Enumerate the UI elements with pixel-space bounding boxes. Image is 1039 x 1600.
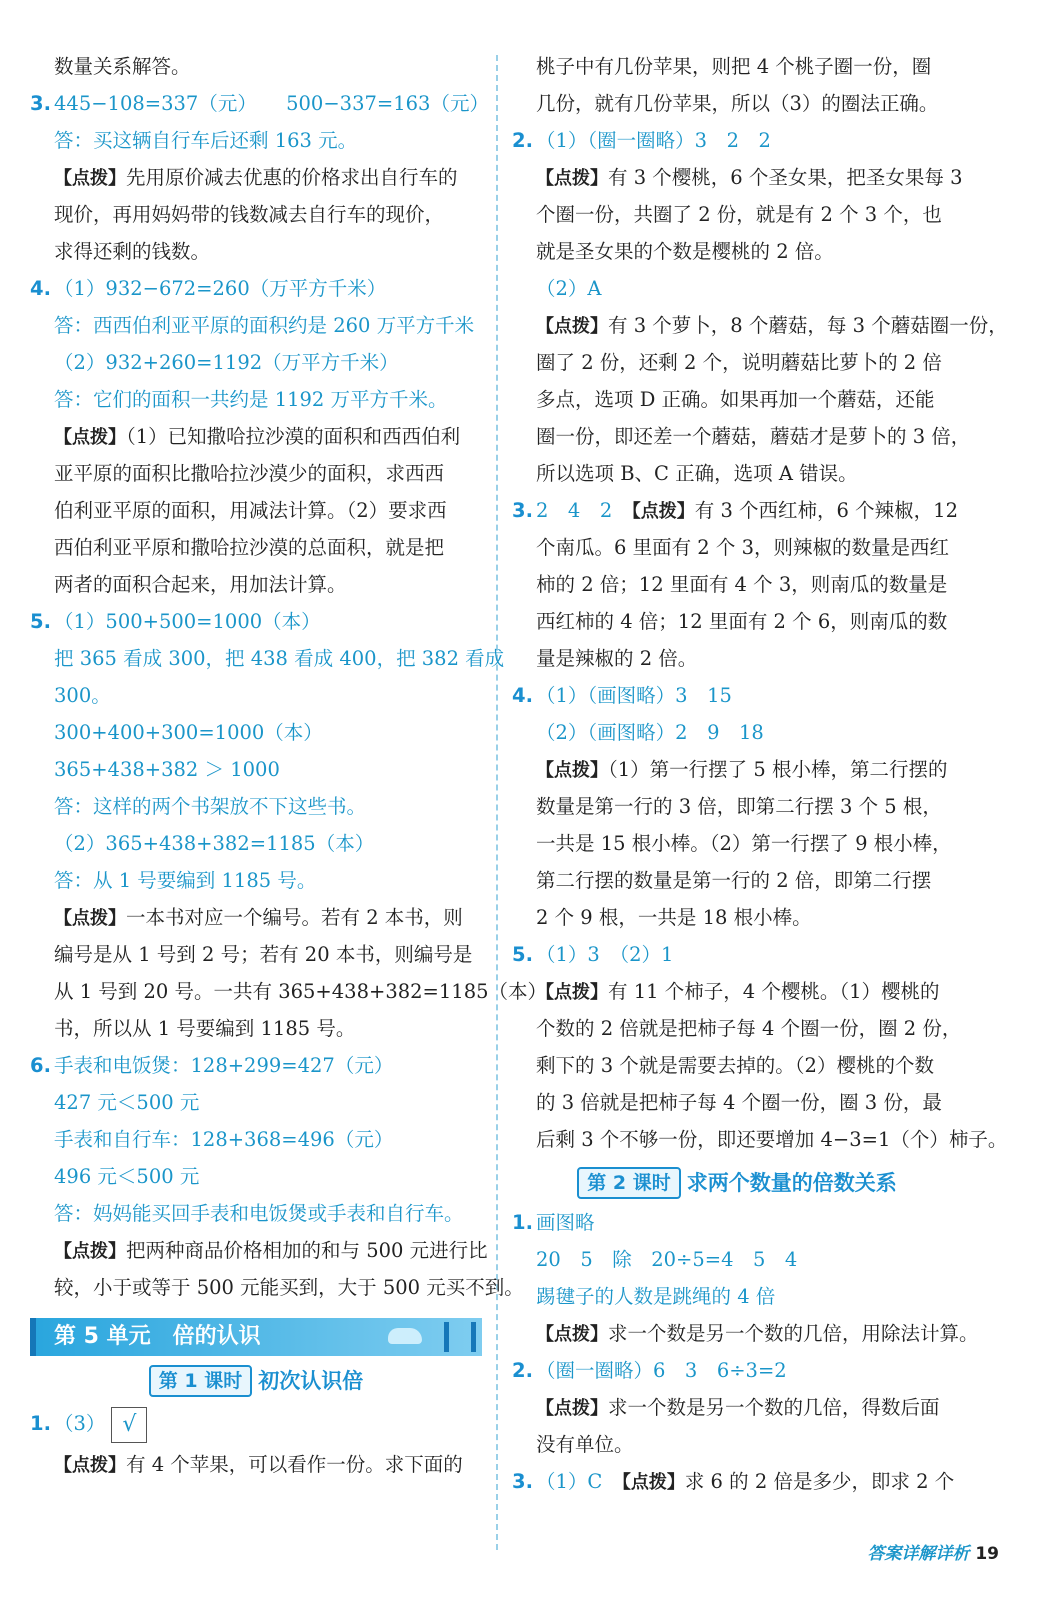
q6-part1: 6. 手表和电饭煲：128+299=427（元） xyxy=(30,1054,394,1077)
text-line: 把 365 看成 300，把 438 看成 400，把 382 看成 xyxy=(54,647,505,670)
text-line: 数量关系解答。 xyxy=(54,55,191,78)
text-line: 两者的面积合起来，用加法计算。 xyxy=(54,573,347,596)
text-line: 亚平原的面积比撒哈拉沙漠少的面积，求西西 xyxy=(54,462,445,485)
text-line: 量是辣椒的 2 倍。 xyxy=(536,647,698,670)
s2-tip: 【点拨】求一个数是另一个数的几倍，得数后面 xyxy=(536,1396,940,1419)
s1-part1: 1. 画图略 xyxy=(512,1211,595,1234)
q3-answer: 3. 2 4 2 【点拨】有 3 个西红柿，6 个辣椒，12 xyxy=(512,499,958,522)
text-line: 后剩 3 个不够一份，即还要增加 4−3=1（个）柿子。 xyxy=(536,1128,1008,1151)
text-line: 2 个 9 根，一共是 18 根小棒。 xyxy=(536,906,812,929)
q4-tip: 【点拨】（1）已知撒哈拉沙漠的面积和西西伯利 xyxy=(54,425,461,448)
text-line: 求得还剩的钱数。 xyxy=(54,240,211,263)
text-line: 第二行摆的数量是第一行的 2 倍，即第二行摆 xyxy=(536,869,932,892)
text-line: 编号是从 1 号到 2 号；若有 20 本书，则编号是 xyxy=(54,943,473,966)
q5-part1: 5. （1）500+500=1000（本） xyxy=(30,610,321,633)
lesson-tag: 第 1 课时 xyxy=(149,1365,252,1397)
q2-tip: 【点拨】有 3 个樱桃，6 个圣女果，把圣女果每 3 xyxy=(536,166,963,189)
q2-tip2: 【点拨】有 3 个萝卜，8 个蘑菇，每 3 个蘑菇圈一份， xyxy=(536,314,1008,337)
text-line: 数量是第一行的 3 倍，即第二行摆 3 个 5 根， xyxy=(536,795,942,818)
text-line: 20 5 除 20÷5=4 5 4 xyxy=(536,1248,798,1271)
text-line: 个圈一份，共圈了 2 份，就是有 2 个 3 个，也 xyxy=(536,203,942,226)
left-column xyxy=(30,48,548,1483)
text-line: 圈了 2 份，还剩 2 个，说明蘑菇比萝卜的 2 倍 xyxy=(536,351,942,374)
q3-answer: 答：买这辆自行车后还剩 163 元。 xyxy=(54,129,358,152)
q4-answer2: 答：它们的面积一共约是 1192 万平方千米。 xyxy=(54,388,448,411)
page-number: 19 xyxy=(975,1544,999,1564)
q4-answer1: 答：西西伯利亚平原的面积约是 260 万平方千米 xyxy=(54,314,475,337)
text-line: 柿的 2 倍；12 里面有 4 个 3，则南瓜的数量是 xyxy=(536,573,948,596)
text-line: 现价，再用妈妈带的钱数减去自行车的现价， xyxy=(54,203,445,226)
car-icon xyxy=(388,1328,422,1344)
lesson-heading xyxy=(512,1164,962,1200)
lesson-tag: 第 2 课时 xyxy=(577,1167,680,1199)
q5-part2: （2）365+438+382=1185（本） xyxy=(54,832,375,855)
q5-answer: 5. （1）3 （2）1 xyxy=(512,943,674,966)
q4-part2: （2）（画图略）2 9 18 xyxy=(536,721,764,744)
s1-answer: 1. （3） √ xyxy=(30,1402,482,1446)
lesson-title: 求两个数量的倍数关系 xyxy=(686,1171,897,1195)
text-line: 300。 xyxy=(54,684,111,707)
text-line: 剩下的 3 个就是需要去掉的。（2）樱桃的个数 xyxy=(536,1054,934,1077)
text-line: 没有单位。 xyxy=(536,1433,634,1456)
s1-tip: 【点拨】求一个数是另一个数的几倍，用除法计算。 xyxy=(536,1322,979,1345)
s2-part1: 2. （圈一圈略）6 3 6÷3=2 xyxy=(512,1359,787,1382)
unit-title: 第 5 单元 倍的认识 xyxy=(54,1324,261,1349)
q2-part1: 2. （1）（圈一圈略）3 2 2 xyxy=(512,129,771,152)
lesson-heading xyxy=(30,1362,482,1398)
text-line: 365+438+382 ＞ 1000 xyxy=(54,758,280,781)
text-line: 从 1 号到 20 号。一共有 365+438+382=1185（本） xyxy=(54,980,548,1003)
s3-part1: 3. （1）C 【点拨】求 6 的 2 倍是多少，即求 2 个 xyxy=(512,1470,955,1493)
text-line: 就是圣女果的个数是樱桃的 2 倍。 xyxy=(536,240,834,263)
q5-answer2: 答：从 1 号要编到 1185 号。 xyxy=(54,869,317,892)
text-line: 书，所以从 1 号要编到 1185 号。 xyxy=(54,1017,356,1040)
text-line: 个数的 2 倍就是把柿子每 4 个圈一份，圈 2 份， xyxy=(536,1017,962,1040)
footer-label: 答案详解详析 xyxy=(867,1544,970,1564)
q4-part1: 4. （1）932−672=260（万平方千米） xyxy=(30,277,387,300)
column-divider xyxy=(496,55,498,1550)
text-line: 几份，就有几份苹果，所以（3）的圈法正确。 xyxy=(536,92,939,115)
s1-tip: 【点拨】有 4 个苹果，可以看作一份。求下面的 xyxy=(54,1453,463,1476)
check-icon: √ xyxy=(111,1407,147,1443)
q6-tip: 【点拨】把两种商品价格相加的和与 500 元进行比 xyxy=(54,1239,488,1262)
text-line: 圈一份，即还差一个蘑菇，蘑菇才是萝卜的 3 倍， xyxy=(536,425,971,448)
unit-title-bar xyxy=(30,1318,482,1356)
page-footer xyxy=(867,1539,999,1564)
right-column xyxy=(512,48,1008,1500)
bar-decoration xyxy=(444,1322,476,1352)
text-line: 个南瓜。6 里面有 2 个 3，则辣椒的数量是西红 xyxy=(536,536,950,559)
text-line: 所以选项 B、C 正确，选项 A 错误。 xyxy=(536,462,858,485)
text-line: 的 3 倍就是把柿子每 4 个圈一份，圈 3 份，最 xyxy=(536,1091,942,1114)
text-line: 伯利亚平原的面积，用减法计算。（2）要求西 xyxy=(54,499,447,522)
text-line: 427 元＜500 元 xyxy=(54,1091,200,1114)
q4-part1: 4. （1）（画图略）3 15 xyxy=(512,684,732,707)
s1-answer: 踢毽子的人数是跳绳的 4 倍 xyxy=(536,1285,776,1308)
q4-tip: 【点拨】（1）第一行摆了 5 根小棒，第二行摆的 xyxy=(536,758,948,781)
text-line: 496 元＜500 元 xyxy=(54,1165,200,1188)
text-line: 一共是 15 根小棒。（2）第一行摆了 9 根小棒， xyxy=(536,832,952,855)
text-line: 西伯利亚平原和撒哈拉沙漠的总面积，就是把 xyxy=(54,536,445,559)
q3-eq: 3. 445−108=337（元） 500−337=163（元） xyxy=(30,92,489,115)
q5-tip: 【点拨】一本书对应一个编号。若有 2 本书，则 xyxy=(54,906,463,929)
text-line: 桃子中有几份苹果，则把 4 个桃子圈一份，圈 xyxy=(536,55,932,78)
q5-tip: 【点拨】有 11 个柿子，4 个樱桃。（1）樱桃的 xyxy=(536,980,940,1003)
text-line: 西红柿的 4 倍；12 里面有 2 个 6，则南瓜的数 xyxy=(536,610,948,633)
q4-part2: （2）932+260=1192（万平方千米） xyxy=(54,351,399,374)
text-line: 多点，选项 D 正确。如果再加一个蘑菇，还能 xyxy=(536,388,935,411)
q6-answer: 答：妈妈能买回手表和电饭煲或手表和自行车。 xyxy=(54,1202,464,1225)
text-line: 手表和自行车：128+368=496（元） xyxy=(54,1128,394,1151)
q3-tip: 【点拨】先用原价减去优惠的价格求出自行车的 xyxy=(54,166,458,189)
q2-part2: （2）A xyxy=(536,277,602,300)
lesson-title: 初次认识倍 xyxy=(258,1369,364,1393)
text-line: 较，小于或等于 500 元能买到，大于 500 元买不到。 xyxy=(54,1276,524,1299)
text-line: 300+400+300=1000（本） xyxy=(54,721,323,744)
q5-answer1: 答：这样的两个书架放不下这些书。 xyxy=(54,795,367,818)
